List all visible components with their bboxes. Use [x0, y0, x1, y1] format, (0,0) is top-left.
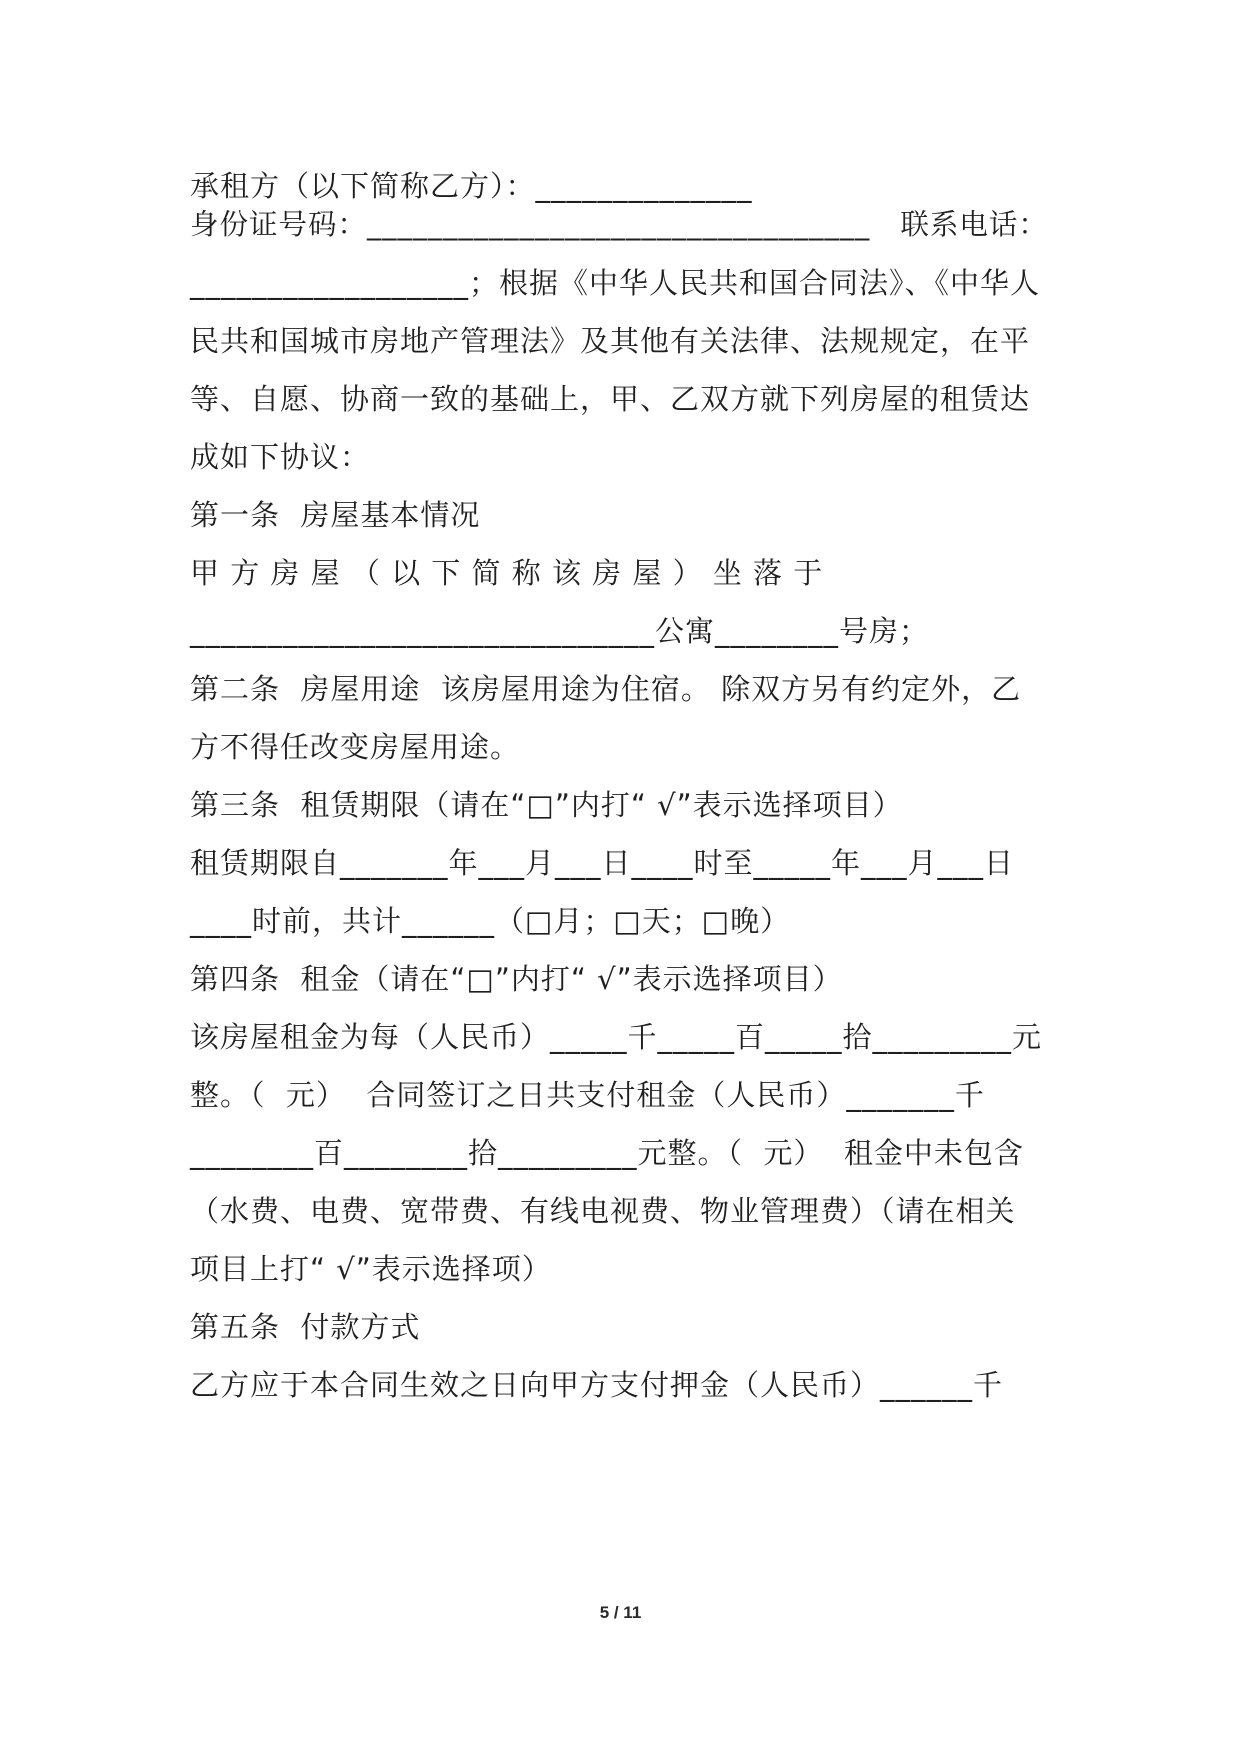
article-5-heading: 第五条 付款方式 [190, 1310, 421, 1344]
lessee-name-line: 承租方（以下简称乙方）：______________ [190, 169, 753, 203]
lease-term-line-1: 租赁期限自_______年___月___日____时至_____年___月___日 [190, 846, 1015, 880]
article-3-heading: 第三条 租赁期限（请在“□”内打“ √”表示选择项目） [190, 788, 903, 822]
article-1-heading: 第一条 房屋基本情况 [190, 498, 481, 532]
legal-basis-line-3: 等、自愿、协商一致的基础上，甲、乙双方就下列房屋的租赁达 [190, 382, 1031, 416]
rent-line-1: 该房屋租金为每（人民币）_____千_____百_____拾_________元 [190, 1020, 1043, 1054]
article-2-line-1: 第二条 房屋用途 该房屋用途为住宿。 除双方另有约定外，乙 [190, 672, 1022, 706]
property-location-line-1: 甲 方 房 屋 （ 以 下 简 称 该 房 屋 ） 坐 落 于 [190, 556, 824, 590]
rent-line-2: 整。（ 元） 合同签订之日共支付租金（人民币）_______千 [190, 1078, 985, 1112]
rent-line-5: 项目上打“ √”表示选择项） [190, 1252, 552, 1286]
rent-line-3: ________百________拾_________元整。（ 元） 租金中未包含 [190, 1136, 1024, 1170]
legal-basis-line-4: 成如下协议： [190, 440, 371, 474]
article-2-line-2: 方不得任改变房屋用途。 [190, 730, 521, 764]
lease-term-line-2: ____时前，共计______（□月；□天；□晚） [190, 904, 791, 938]
legal-basis-line-1: __________________；根据《中华人民共和国合同法》、《中华人 [190, 266, 1041, 300]
rent-line-4: （水费、电费、宽带费、有线电视费、物业管理费）（请在相关 [190, 1194, 1016, 1228]
payment-line-1: 乙方应于本合同生效之日向甲方支付押金（人民币）______千 [190, 1368, 1004, 1402]
legal-basis-line-2: 民共和国城市房地产管理法》及其他有关法律、法规规定，在平 [190, 324, 1031, 358]
page-number: 5 / 11 [599, 1603, 642, 1622]
property-location-line-2: ______________________________公寓________号房； [190, 614, 930, 648]
article-4-heading: 第四条 租金（请在“□”内打“ √”表示选择项目） [190, 962, 843, 996]
id-phone-line: 身份证号码：_________________________________ 联系电话： [190, 208, 1048, 241]
